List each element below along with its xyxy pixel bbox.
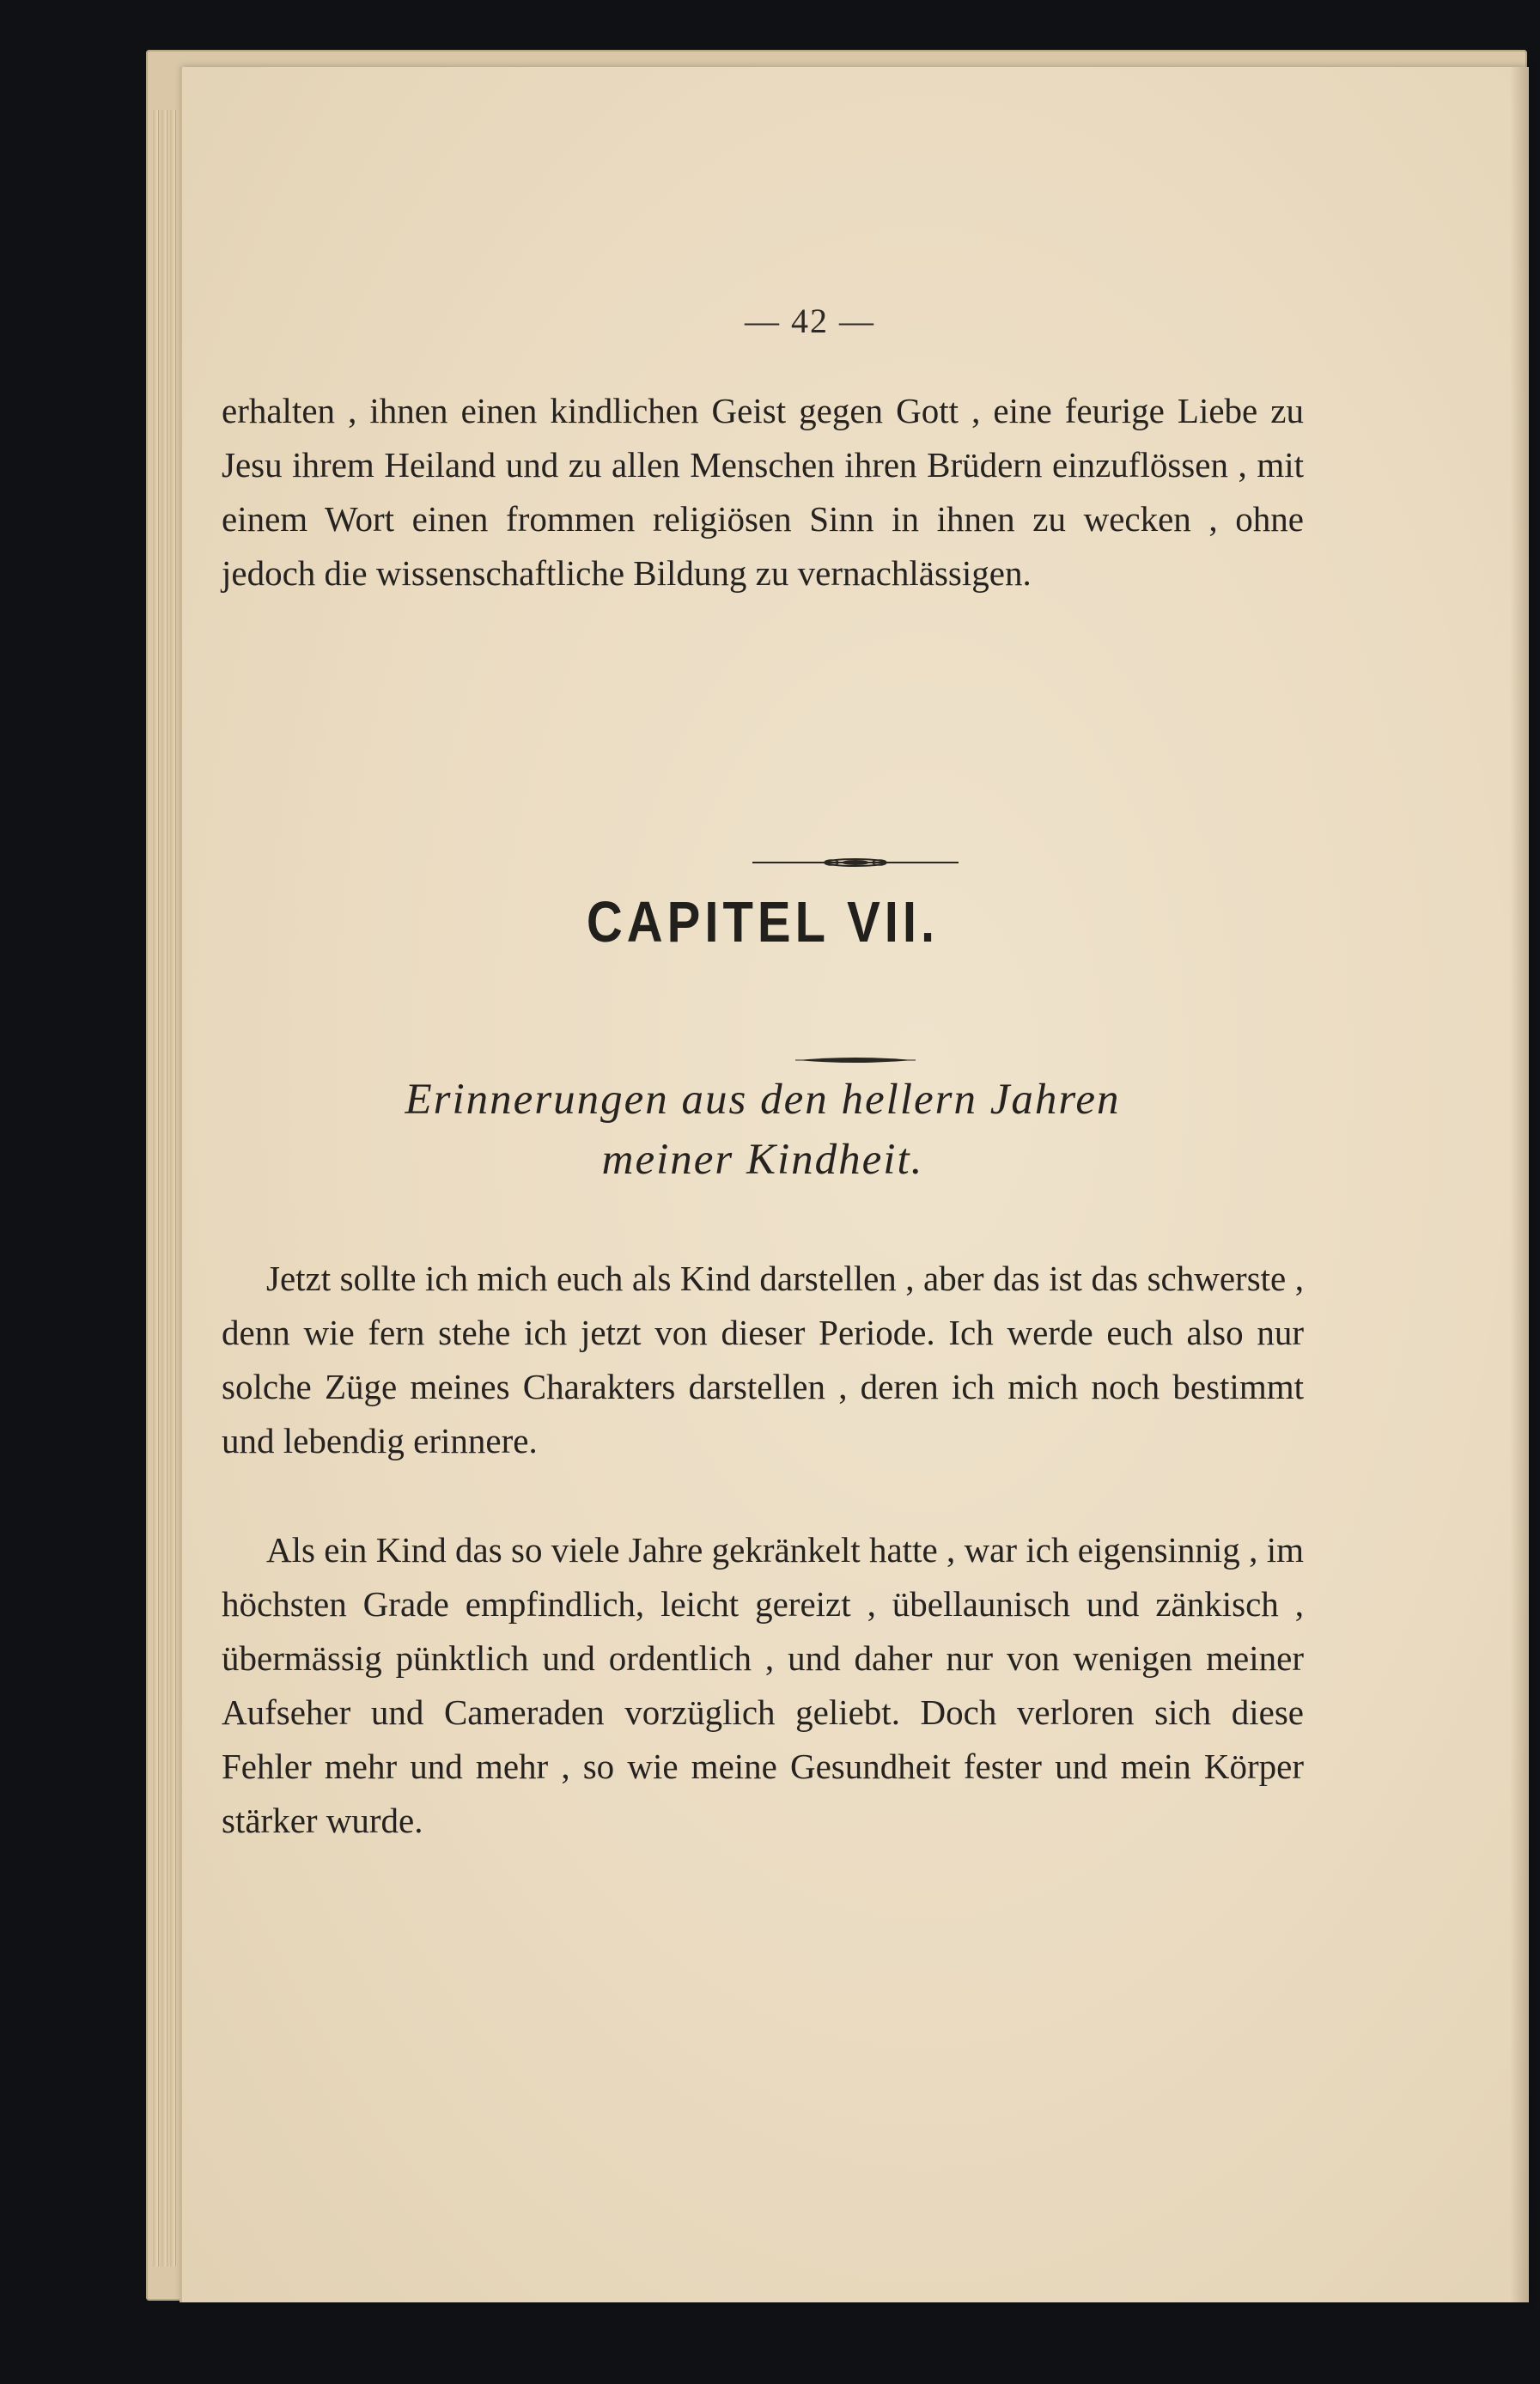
page-edge <box>170 110 176 2266</box>
chapter-divider-ornament <box>182 1055 1529 1065</box>
paragraph-text: Jetzt sollte ich mich euch als Kind darstellen , aber das ist das schwerste , denn wie fern stehe ich jetzt von dieser Periode. Ich werde euch also nur solche Züge meines Charakters darstellen , deren ich mich noch bestimmt und lebendig erinnere. <box>222 1259 1304 1460</box>
paragraph-three <box>222 1523 1304 1848</box>
page-edge <box>153 110 159 2266</box>
paragraph-text: erhalten , ihnen einen kindlichen Geist gegen Gott , eine feurige Liebe zu Jesu ihrem Heiland und zu allen Menschen ihren Brüdern einzuflössen , mit einem Wort einen frommen religiösen Sinn in ihnen zu wecken , ohne jedoch die wissenschaftliche Bildung zu vernachlässigen. <box>222 391 1304 593</box>
chapter-title: CAPITEL VII. <box>586 890 940 954</box>
chapter-subtitle-line: Erinnerungen aus den hellern Jahren <box>405 1076 1121 1124</box>
page-number: — 42 — <box>745 302 875 340</box>
section-divider-ornament <box>182 856 1529 869</box>
small-flourish-icon <box>795 1055 916 1065</box>
chapter-subtitle-line: meiner Kindheit. <box>601 1136 924 1184</box>
chapter-subtitle <box>222 1070 1304 1190</box>
gutter-shadow <box>1510 67 1529 2302</box>
paragraph-text: Als ein Kind das so viele Jahre gekränkelt hatte , war ich eigensinnig , im höchsten Grade empfindlich, leicht gereizt , übellaunisch und zänkisch , übermässig pünktlich und ordentlich , und daher nur von wenigen meiner Aufseher und Cameraden vorzüglich geliebt. Doch verloren sich diese Fehler mehr und mehr , so wie meine Gesundheit fester und mein Körper stärker wurde. <box>222 1530 1304 1840</box>
paragraph-top <box>222 384 1304 601</box>
divider-flourish-icon <box>752 856 959 869</box>
paragraph-two <box>222 1252 1304 1468</box>
page-edge <box>161 110 167 2266</box>
